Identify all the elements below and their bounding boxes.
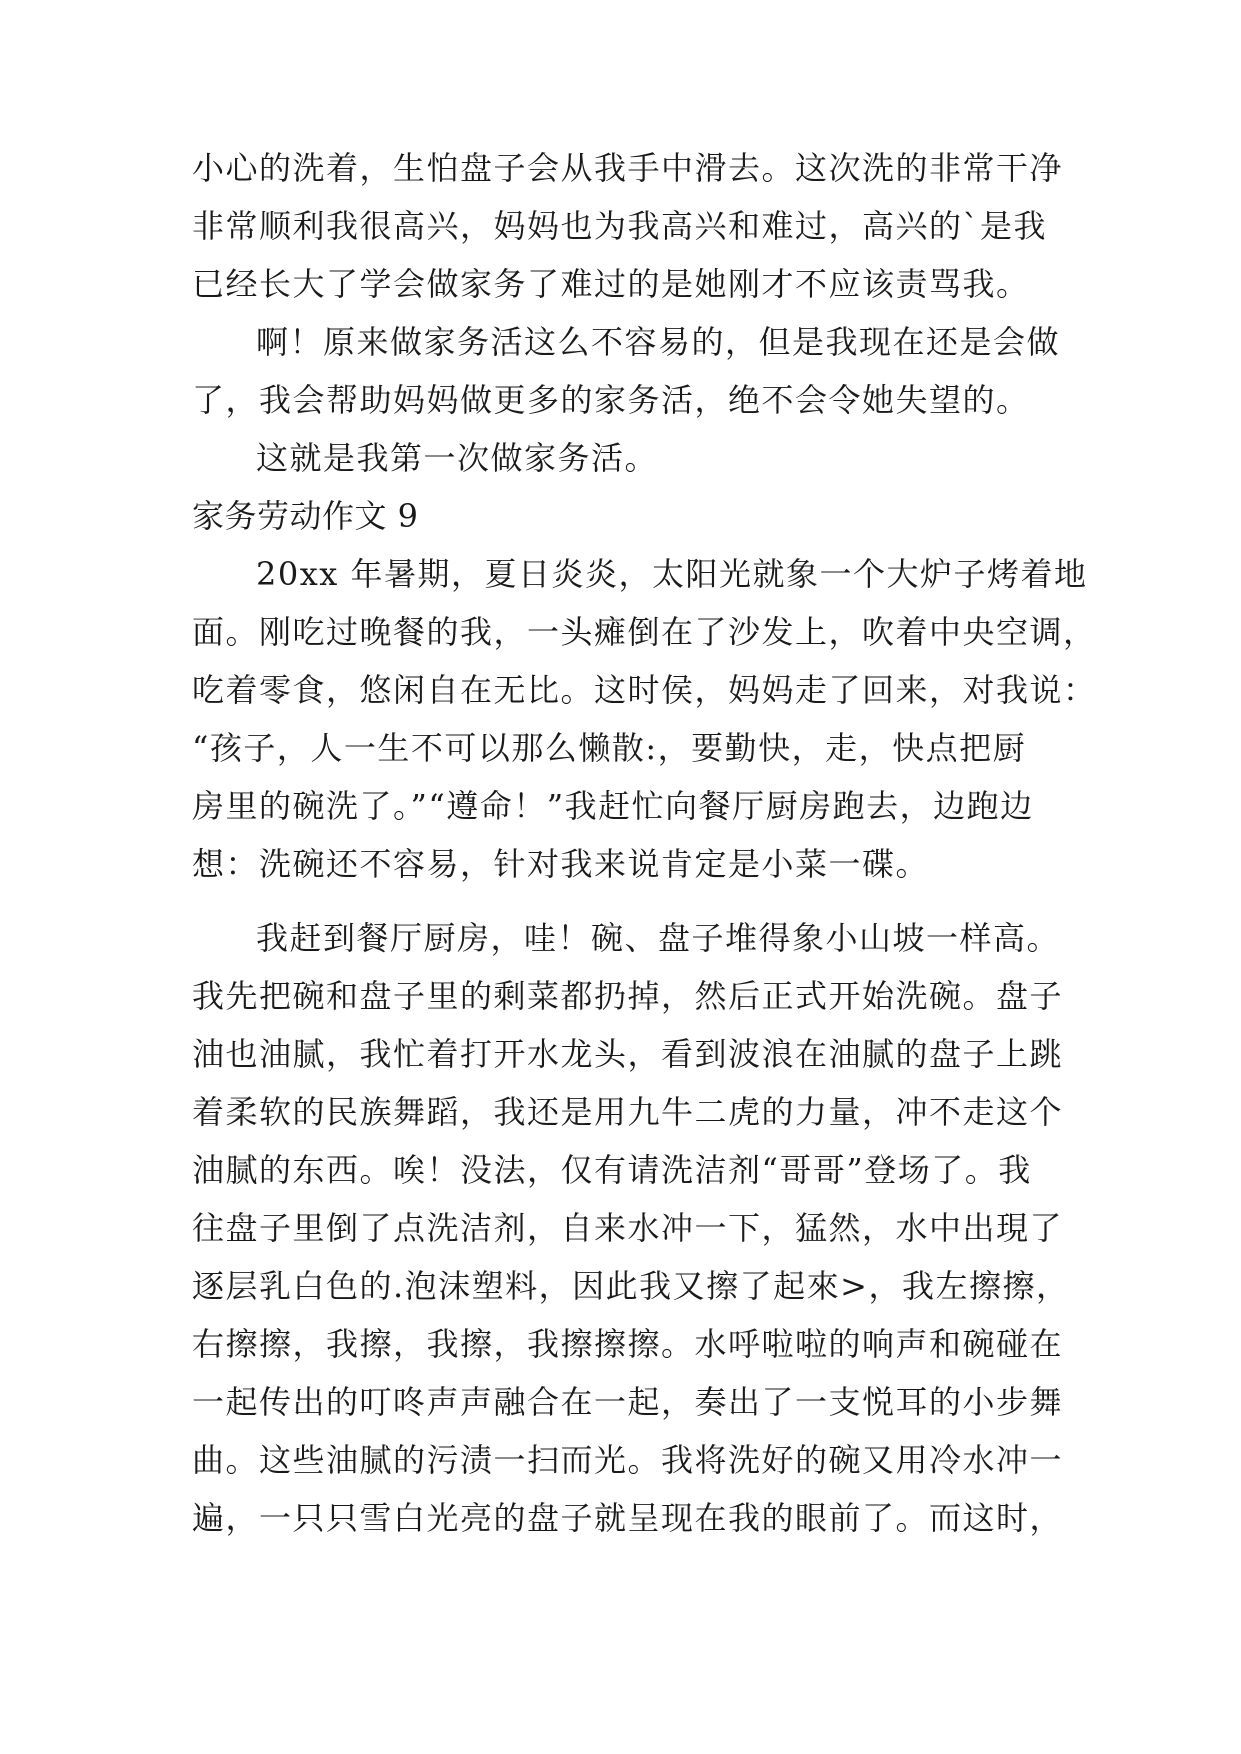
text-line: “孩子，人一生不可以那么懒散:，要勤快，走，快点把厨 bbox=[192, 729, 1027, 767]
text-line: 了，我会帮助妈妈做更多的家务活，绝不会令她失望的。 bbox=[192, 381, 1030, 419]
paragraph-first-line: 我赶到餐厅厨房，哇！碗、盘子堆得象小山坡一样高。 bbox=[256, 919, 1061, 957]
text-line: 油腻的东西。唉！没法，仅有请洗洁剂“哥哥”登场了。我 bbox=[192, 1151, 1032, 1189]
paragraph-first-line: 啊！原来做家务活这么不容易的，但是我现在还是会做 bbox=[256, 323, 1061, 361]
text-line: 吃着零食，悠闲自在无比。这时侯，妈妈走了回来，对我说： bbox=[192, 671, 1097, 709]
text-line: 想：洗碗还不容易，针对我来说肯定是小菜一碟。 bbox=[192, 845, 930, 883]
text-line: 面。刚吃过晚餐的我，一头瘫倒在了沙发上，吹着中央空调， bbox=[192, 613, 1097, 651]
paragraph-first-line: 这就是我第一次做家务活。 bbox=[256, 439, 659, 477]
text-line: 一起传出的叮咚声声融合在一起，奏出了一支悦耳的小步舞 bbox=[192, 1383, 1064, 1421]
text-line: 已经长大了学会做家务了难过的是她刚才不应该责骂我。 bbox=[192, 265, 1030, 303]
section-heading: 家务劳动作文 9 bbox=[192, 497, 419, 535]
text-line: 逐层乳白色的.泡沫塑料，因此我又擦了起來>，我左擦擦， bbox=[192, 1267, 1070, 1305]
text-line: 油也油腻，我忙着打开水龙头，看到波浪在油腻的盘子上跳 bbox=[192, 1035, 1064, 1073]
text-line: 房里的碗洗了。”“遵命！”我赶忙向餐厅厨房跑去，边跑边 bbox=[192, 787, 1034, 825]
text-line: 往盘子里倒了点洗洁剂，自来水冲一下，猛然，水中出現了 bbox=[192, 1209, 1064, 1247]
text-line: 曲。这些油腻的污渍一扫而光。我将洗好的碗又用冷水冲一 bbox=[192, 1441, 1064, 1479]
text-line: 我先把碗和盘子里的剩菜都扔掉，然后正式开始洗碗。盘子 bbox=[192, 977, 1064, 1015]
text-line: 非常顺利我很高兴，妈妈也为我高兴和难过，高兴的`是我 bbox=[192, 207, 1048, 245]
text-line: 着柔软的民族舞蹈，我还是用九牛二虎的力量，冲不走这个 bbox=[192, 1093, 1064, 1131]
text-line: 小心的洗着，生怕盘子会从我手中滑去。这次洗的非常干净 bbox=[192, 149, 1064, 187]
text-line: 遍，一只只雪白光亮的盘子就呈现在我的眼前了。而这时， bbox=[192, 1499, 1064, 1537]
text-line: 右擦擦，我擦，我擦，我擦擦擦。水呼啦啦的响声和碗碰在 bbox=[192, 1325, 1064, 1363]
paragraph-first-line: 20xx 年暑期，夏日炎炎，太阳光就象一个大炉子烤着地 bbox=[256, 555, 1088, 593]
